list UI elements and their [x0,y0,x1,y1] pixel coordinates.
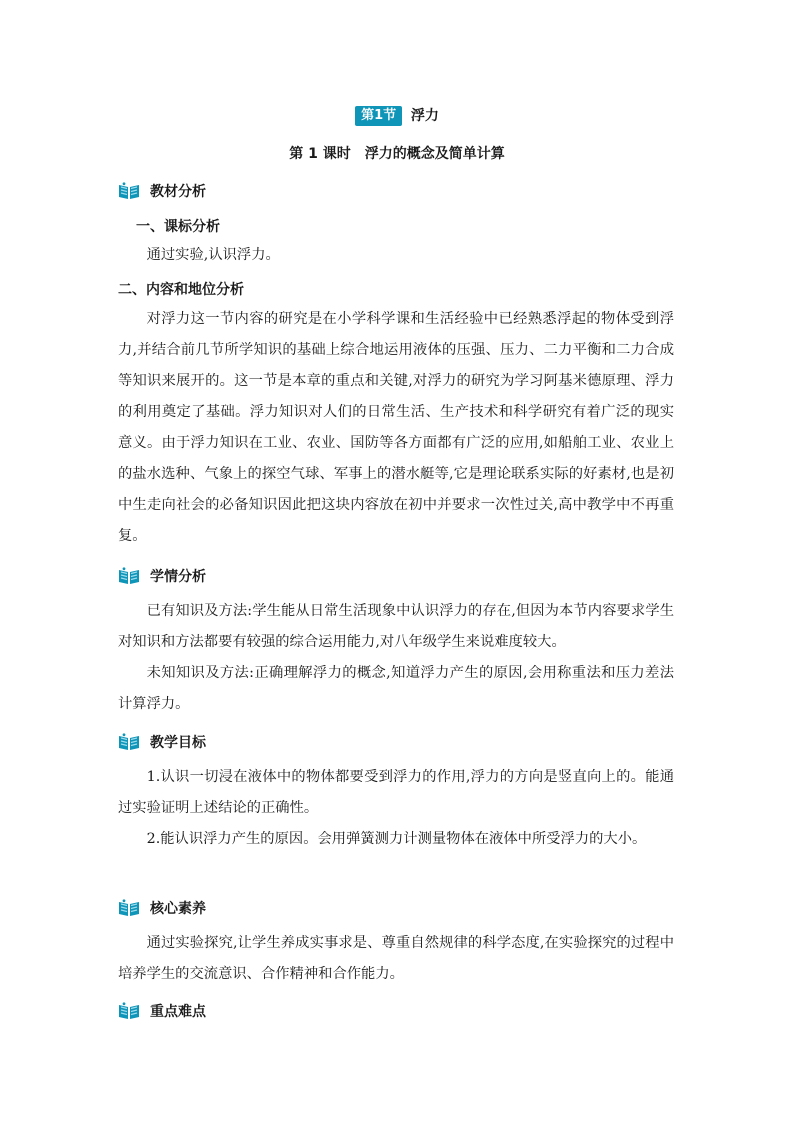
open-book-icon [118,733,140,751]
paragraph-unknown: 未知知识及方法:正确理解浮力的概念,知道浮力产生的原因,会用称重法和压力差法计算浮力。 [118,665,674,712]
paragraph-known: 已有知识及方法:学生能从日常生活现象中认识浮力的存在,但因为本节内容要求学生对知识和方法都要有较强的综合运用能力,对八年级学生来说难度较大。 [118,603,674,650]
paragraph-goal-1: 1.认识一切浸在液体中的物体都要受到浮力的作用,浮力的方向是竖直向上的。能通过实验证明上述结论的正确性。 [118,769,674,816]
lesson-title: 第 1 课时 浮力的概念及简单计算 [289,146,505,162]
section-title-row [0,104,794,127]
heading-teaching-goals [118,731,206,753]
heading-label: 教材分析 [150,184,206,200]
heading-textbook-analysis [118,180,206,202]
heading-label: 核心素养 [150,901,206,917]
paragraph-literacy: 通过实验探究,让学生养成实事求是、尊重自然规律的科学态度,在实验探究的过程中培养学生的交流意识、合作精神和合作能力。 [118,935,674,982]
heading-learner-analysis [118,565,206,587]
section-title: 浮力 [410,108,439,124]
open-book-icon [118,899,140,917]
subheading-content: 二、内容和地位分析 [118,282,244,298]
subheading-standards: 一、课标分析 [136,219,220,235]
paragraph-goal-2: 2.能认识浮力产生的原因。会用弹簧测力计测量物体在液体中所受浮力的大小。 [146,831,647,847]
open-book-icon [118,182,140,200]
heading-core-literacy [118,897,206,919]
heading-key-points [118,1000,206,1022]
paragraph-standards: 通过实验,认识浮力。 [146,247,280,263]
heading-label: 教学目标 [150,735,206,751]
heading-label: 重点难点 [150,1004,206,1020]
open-book-icon [118,1002,140,1020]
section-badge: 第1节 [355,106,402,126]
heading-label: 学情分析 [150,569,206,585]
open-book-icon [118,567,140,585]
paragraph-content: 对浮力这一节内容的研究是在小学科学课和生活经验中已经熟悉浮起的物体受到浮力,并结合前几节所学知识的基础上综合地运用液体的压强、压力、二力平衡和二力合成等知识来展开的。这一节是本章的重点和关键,对浮力的研究为学习阿基米德原理、浮力的利用奠定了基础。浮力知识对人们的日常生活、生产技术和科学研究有着广泛的现实意义。由于浮力知识在工业、农业、国防等各方面都有广泛的应用,如船舶工业、农业上的盐水选种、气象上的探空气球、军事上的潜水艇等,它是理论联系实际的好素材,也是初中生走向社会的必备知识因此把这块内容放在初中并要求一次性过关,高中教学中不再重复。 [118,311,674,544]
